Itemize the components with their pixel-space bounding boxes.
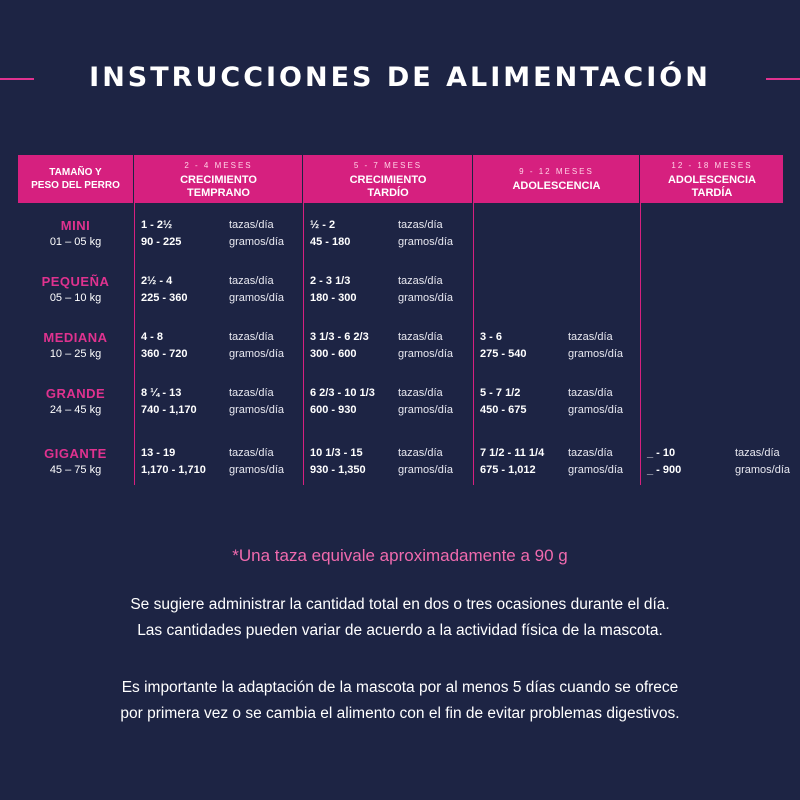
dog-weight-range: 05 – 10 kg [49,292,102,304]
stage-label: CRECIMIENTO TEMPRANO [180,173,257,199]
dog-size-cell [18,217,133,250]
cups-unit: tazas/día [398,219,443,231]
grams-unit: gramos/día [229,464,285,476]
grams-range: 930 - 1,350 [310,464,366,476]
stage-age-range: 5 - 7 MESES [353,160,423,170]
stage-label: ADOLESCENCIA [512,180,601,192]
dog-size-cell [18,329,133,362]
portion-cell [480,385,639,419]
title-divider-right [766,78,800,80]
paragraph-line: Se sugiere administrar la cantidad total en dos o tres ocasiones durante el día. [130,596,670,613]
cups-range: 1 - 2½ [141,219,173,231]
dog-weight-range: 45 – 75 kg [49,464,102,476]
cups-range: 2½ - 4 [141,275,173,287]
grams-range: 180 - 300 [310,292,357,304]
grams-range: 225 - 360 [141,292,188,304]
grams-unit: gramos/día [735,464,791,476]
cups-range: 5 - 7 1/2 [480,387,521,399]
grams-unit: gramos/día [398,464,454,476]
dog-size-name: MEDIANA [43,330,108,345]
header-size-label: TAMAÑO Y PESO DEL PERRO [31,167,120,191]
column-divider [473,155,474,485]
portion-cell [141,445,302,479]
grams-unit: gramos/día [398,404,454,416]
cups-unit: tazas/día [568,387,613,399]
grams-unit: gramos/día [568,464,624,476]
paragraph-frequency [0,592,800,644]
stage-age-range: 12 - 18 MESES [671,160,753,170]
cups-unit: tazas/día [568,447,613,459]
cups-unit: tazas/día [398,447,443,459]
grams-unit: gramos/día [398,292,454,304]
cups-range: _ - 10 [647,447,676,459]
portion-cell [480,329,639,363]
header-size-weight [18,155,133,203]
dog-size-cell [18,445,133,478]
cups-unit: tazas/día [568,331,613,343]
grams-range: 300 - 600 [310,348,357,360]
grams-unit: gramos/día [229,348,285,360]
portion-cell [141,217,302,251]
cups-range: 7 1/2 - 11 1/4 [480,447,545,459]
feeding-table [18,155,791,485]
dog-weight-range: 01 – 05 kg [49,236,102,248]
paragraph-line: Es importante la adaptación de la mascota por al menos 5 días cuando se ofrece [121,679,679,696]
portion-cell [310,445,472,479]
header-stage [135,155,302,203]
cups-unit: tazas/día [229,275,274,287]
dog-weight-range: 10 – 25 kg [49,348,102,360]
grams-range: 90 - 225 [141,236,182,248]
paragraph-line: por primera vez o se cambia el alimento con el fin de evitar problemas digestivos. [120,705,680,722]
grams-unit: gramos/día [229,292,285,304]
cups-range: 2 - 3 1/3 [310,275,351,287]
grams-range: 275 - 540 [480,348,527,360]
column-divider [303,155,304,485]
paragraph-line: Las cantidades pueden variar de acuerdo a la actividad física de la mascota. [137,622,663,639]
cups-range: 3 1/3 - 6 2/3 [310,331,369,343]
grams-range: 45 - 180 [310,236,351,248]
portion-cell [310,329,472,363]
portion-cell [310,273,472,307]
portion-cell [480,445,639,479]
portion-cell [141,329,302,363]
grams-range: 600 - 930 [310,404,357,416]
title-row [0,60,800,100]
portion-cell [141,385,302,419]
grams-range: 675 - 1,012 [480,464,536,476]
column-divider [134,155,135,485]
paragraph-adaptation [0,675,800,727]
cups-range: 3 - 6 [480,331,503,343]
portion-cell [141,273,302,307]
grams-unit: gramos/día [229,404,285,416]
cups-range: 13 - 19 [141,447,176,459]
portion-cell [310,385,472,419]
dog-size-name: MINI [60,218,91,233]
grams-range: 360 - 720 [141,348,188,360]
header-stage [641,155,783,203]
cups-unit: tazas/día [398,331,443,343]
grams-unit: gramos/día [229,236,285,248]
cups-unit: tazas/día [229,219,274,231]
cups-range: 10 1/3 - 15 [310,447,363,459]
grams-unit: gramos/día [568,404,624,416]
cups-unit: tazas/día [229,331,274,343]
portion-cell [310,217,472,251]
stage-label: CRECIMIENTO TARDÍO [349,173,427,199]
cup-equivalence-note: *Una taza equivale aproximadamente a 90 g [232,546,568,565]
column-divider [640,155,641,485]
grams-range: _ - 900 [647,464,682,476]
portion-cell [647,445,791,479]
cups-unit: tazas/día [735,447,780,459]
grams-unit: gramos/día [398,348,454,360]
cups-unit: tazas/día [229,447,274,459]
stage-label: ADOLESCENCIA TARDÍA [667,173,756,199]
page-title: INSTRUCCIONES DE ALIMENTACIÓN [89,62,711,93]
grams-unit: gramos/día [568,348,624,360]
grams-range: 1,170 - 1,710 [141,464,206,476]
grams-range: 450 - 675 [480,404,527,416]
stage-age-range: 2 - 4 MESES [184,160,253,170]
dog-size-name: PEQUEÑA [41,274,110,289]
cups-range: 4 - 8 [141,331,164,343]
cups-range: 8 ¼ - 13 [141,387,182,399]
cups-unit: tazas/día [398,387,443,399]
dog-size-cell [18,273,133,306]
cups-range: 6 2/3 - 10 1/3 [310,387,375,399]
cups-range: ½ - 2 [310,219,336,231]
dog-size-name: GIGANTE [44,446,107,461]
header-stage [304,155,472,203]
cups-unit: tazas/día [398,275,443,287]
dog-size-cell [18,385,133,418]
dog-weight-range: 24 – 45 kg [49,404,102,416]
grams-unit: gramos/día [398,236,454,248]
dog-size-name: GRANDE [45,386,106,401]
stage-age-range: 9 - 12 MESES [519,167,594,176]
grams-range: 740 - 1,170 [141,404,197,416]
header-stage [474,155,639,203]
cups-unit: tazas/día [229,387,274,399]
